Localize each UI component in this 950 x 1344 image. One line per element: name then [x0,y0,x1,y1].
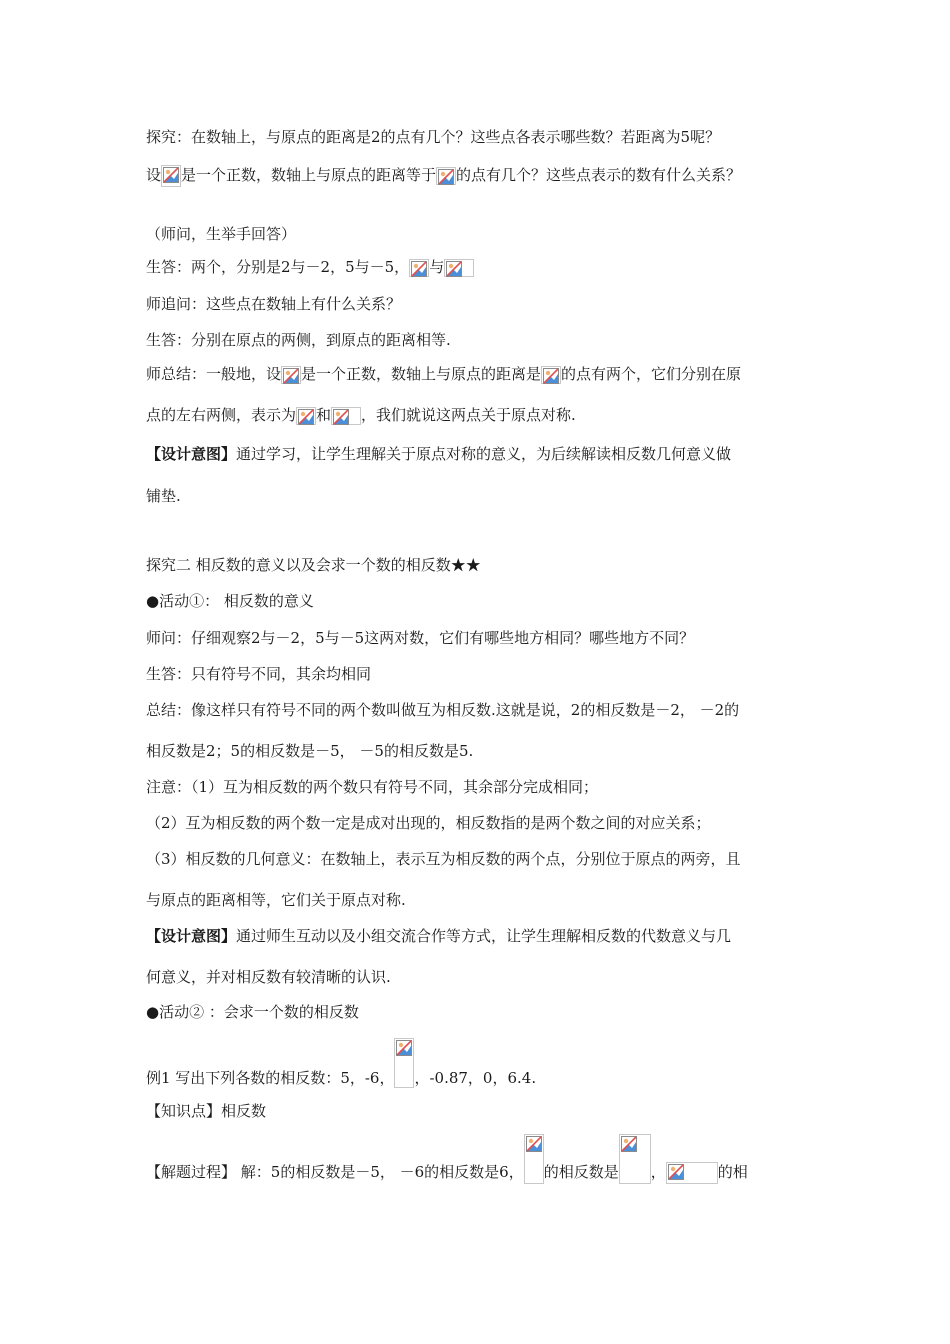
broken-image-icon [524,1134,544,1184]
broken-image-icon [331,407,361,425]
broken-image-icon [444,259,474,277]
para-teacher-ask: （师问，生举手回答） [146,225,297,243]
para-note-1: 注意：（1）互为相反数的两个数只有符号不同，其余部分完成相同； [146,778,599,796]
para-student-answer-1: 生答：两个，分别是2与－2，5与－5， 与 [146,257,474,277]
para-suppose-positive: 设 是一个正数，数轴上与原点的距离等于 的点有几个？这些点表示的数有什么关系？ [146,165,741,187]
para-teacher-ask-2: 师问：仔细观察2与－2，5与－5这两对数，它们有哪些地方相同？哪些地方不同？ [146,629,695,647]
para-note-2: （2）互为相反数的两个数一定是成对出现的，相反数指的是两个数之间的对应关系； [146,814,711,832]
para-design-intent-2: 【设计意图】通过师生互动以及小组交流合作等方式，让学生理解相反数的代数意义与几 [146,927,732,945]
para-note-3-cont: 与原点的距离相等，它们关于原点对称. [146,891,406,909]
para-summary-opposite: 总结：像这样只有符号不同的两个数叫做互为相反数.这就是说，2的相反数是－2， －2的 [146,701,740,719]
broken-image-icon [161,165,181,187]
para-knowledge-point: 【知识点】相反数 [146,1102,267,1120]
activity-1-heading: ●活动①： 相反数的意义 [146,592,314,610]
section-heading-explore-2: 探究二 相反数的意义以及会求一个数的相反数★★ [146,556,481,574]
broken-image-icon [281,366,301,384]
para-teacher-summary: 师总结：一般地，设 是一个正数，数轴上与原点的距离是 的点有两个，它们分别在原 [146,365,742,383]
para-example-1: 例1 写出下列各数的相反数：5，-6， ，-0.87，0，6.4. [146,1038,536,1088]
para-note-3: （3）相反数的几何意义：在数轴上，表示互为相反数的两个点，分别位于原点的两旁，且 [146,850,741,868]
para-design-intent-1-cont: 铺垫. [146,487,181,505]
para-student-answer-3: 生答：只有符号不同，其余均相同 [146,665,372,683]
broken-image-icon [409,259,429,277]
broken-image-icon [619,1134,651,1184]
broken-image-icon [394,1038,414,1088]
activity-2-heading: ●活动② ：会求一个数的相反数 [146,1003,359,1021]
para-design-intent-2-cont: 何意义，并对相反数有较清晰的认识. [146,968,391,986]
para-explore-question: 探究：在数轴上，与原点的距离是2的点有几个？这些点各表示哪些数？若距离为5呢？ [146,128,721,146]
broken-image-icon [296,407,316,425]
para-summary-opposite-cont: 相反数是2；5的相反数是－5， －5的相反数是5. [146,742,474,760]
broken-image-icon [541,366,561,384]
broken-image-icon [436,167,456,185]
broken-image-icon [666,1162,718,1184]
para-teacher-summary-cont: 点的左右两侧，表示为 和 ，我们就说这两点关于原点对称. [146,406,576,424]
para-teacher-followup: 师追问：这些点在数轴上有什么关系？ [146,295,402,313]
para-solution: 【解题过程】 解：5的相反数是－5， －6的相反数是6， 的相反数是 ， 的相 [146,1134,748,1184]
para-design-intent-1: 【设计意图】通过学习，让学生理解关于原点对称的意义，为后续解读相反数几何意义做 [146,445,732,463]
para-student-answer-2: 生答：分别在原点的两侧，到原点的距离相等. [146,331,451,349]
